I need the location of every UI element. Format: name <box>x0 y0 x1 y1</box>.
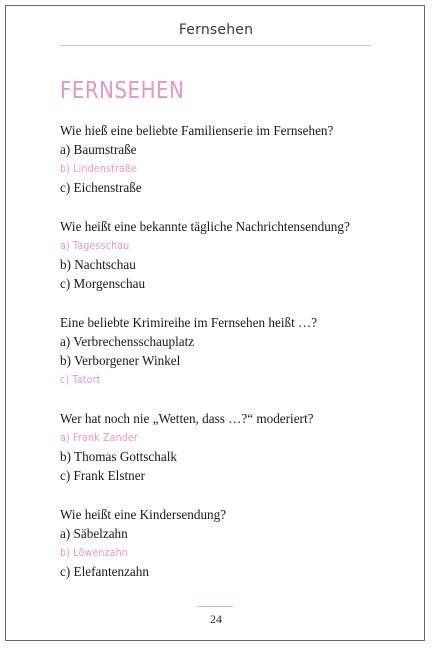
question-text: Wie hieß eine beliebte Familienserie im Fernsehen? <box>60 123 334 138</box>
answer-option: b) Nachtschau <box>60 257 136 272</box>
page-number: 24 <box>210 612 222 626</box>
answer-option-correct: b) Löwenzahn <box>60 546 128 559</box>
question-block-1 <box>60 121 380 197</box>
question-block-2 <box>60 217 380 293</box>
header-rule <box>60 45 371 46</box>
question-text: Wie heißt eine bekannte tägliche Nachrichtensendung? <box>60 219 350 234</box>
footer-rule <box>198 606 233 607</box>
answer-option-correct: a) Tagesschau <box>60 239 130 252</box>
answer-option: b) Thomas Gottschalk <box>60 449 177 464</box>
answer-option: c) Morgenschau <box>60 276 146 291</box>
answer-option-correct: b) Lindenstraße <box>60 162 138 175</box>
question-block-3 <box>60 313 380 389</box>
answer-option-correct: a) Frank Zander <box>60 431 138 444</box>
answer-option: a) Säbelzahn <box>60 526 128 541</box>
answer-option: c) Elefantenzahn <box>60 564 149 579</box>
question-text: Eine beliebte Krimireihe im Fernsehen heißt …? <box>60 315 318 330</box>
answer-option: a) Verbrechensschauplatz <box>60 334 195 349</box>
running-header: Fernsehen <box>178 22 254 38</box>
answer-option: c) Eichenstraße <box>60 180 142 195</box>
answer-option: b) Verborgener Winkel <box>60 353 181 368</box>
question-block-5 <box>60 505 380 581</box>
question-text: Wie heißt eine Kindersendung? <box>60 507 227 522</box>
quiz-content <box>60 121 380 601</box>
chapter-title: FERNSEHEN <box>60 78 185 104</box>
answer-option-correct: c) Tatort <box>60 373 101 386</box>
answer-option: a) Baumstraße <box>60 142 137 157</box>
question-text: Wer hat noch nie „Wetten, dass …?“ moderiert? <box>60 411 314 426</box>
question-block-4 <box>60 409 380 485</box>
answer-option: c) Frank Elstner <box>60 468 145 483</box>
